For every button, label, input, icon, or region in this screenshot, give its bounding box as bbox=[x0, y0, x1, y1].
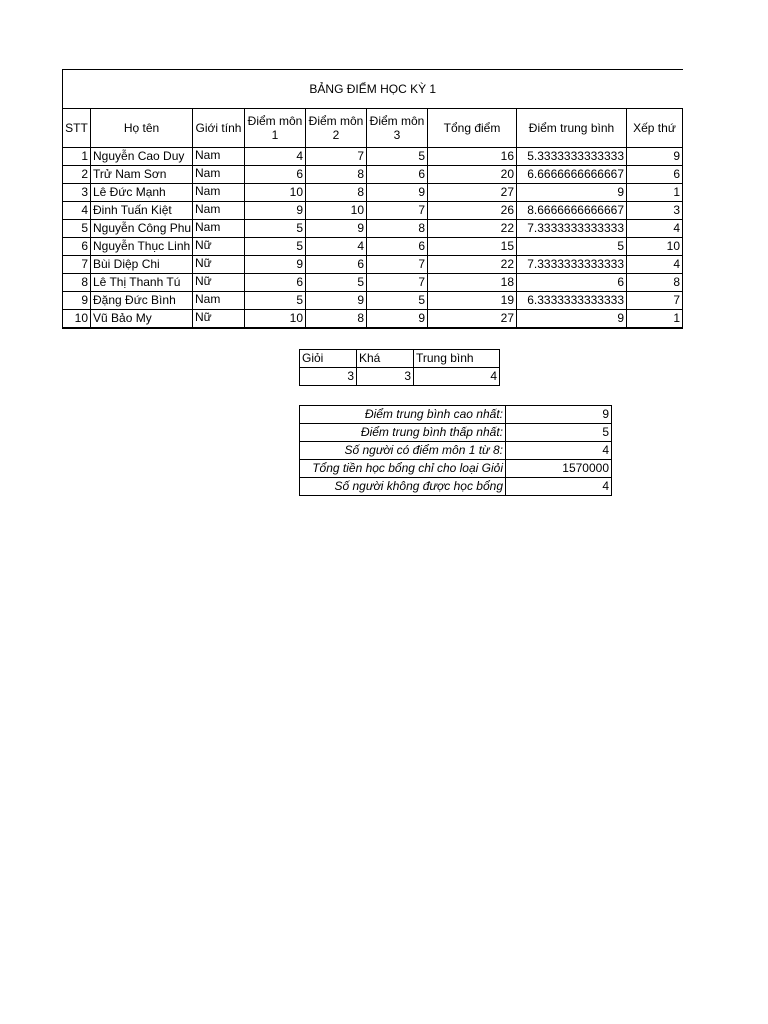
cell-stt[interactable]: 3 bbox=[63, 184, 91, 202]
cell-total[interactable]: 18 bbox=[428, 274, 517, 292]
cell-stt[interactable]: 4 bbox=[63, 202, 91, 220]
cell-stt[interactable]: 5 bbox=[63, 220, 91, 238]
header-total[interactable]: Tổng điểm bbox=[428, 109, 517, 148]
header-average[interactable]: Điểm trung bình bbox=[517, 109, 627, 148]
cell-total[interactable]: 27 bbox=[428, 184, 517, 202]
cell-name[interactable]: Lê Đức Mạnh bbox=[91, 184, 193, 202]
stat-value[interactable]: 9 bbox=[506, 406, 612, 424]
cell-gender[interactable]: Nam bbox=[193, 292, 245, 310]
cell-score-3[interactable]: 7 bbox=[367, 202, 428, 220]
header-score-2[interactable]: Điểm môn 2 bbox=[306, 109, 367, 148]
cell-average[interactable]: 9 bbox=[517, 184, 627, 202]
class-count-average[interactable]: 4 bbox=[414, 368, 500, 386]
table-row bbox=[63, 274, 683, 292]
cell-rank[interactable]: 1 bbox=[627, 310, 683, 329]
cell-rank[interactable]: 7 bbox=[627, 292, 683, 310]
cell-score-1[interactable]: 6 bbox=[245, 274, 306, 292]
cell-score-3[interactable]: 8 bbox=[367, 220, 428, 238]
stat-label[interactable]: Tổng tiền học bổng chỉ cho loại Giỏi bbox=[300, 460, 506, 478]
cell-score-1[interactable]: 10 bbox=[245, 310, 306, 329]
cell-rank[interactable]: 6 bbox=[627, 166, 683, 184]
table-row bbox=[63, 238, 683, 256]
cell-stt[interactable]: 6 bbox=[63, 238, 91, 256]
class-label-good[interactable]: Giỏi bbox=[300, 350, 357, 368]
cell-score-2[interactable]: 5 bbox=[306, 274, 367, 292]
cell-score-1[interactable]: 5 bbox=[245, 238, 306, 256]
cell-score-1[interactable]: 4 bbox=[245, 148, 306, 166]
class-count-good[interactable]: 3 bbox=[300, 368, 357, 386]
cell-name[interactable]: Nguyễn Thục Linh bbox=[91, 238, 193, 256]
cell-name[interactable]: Nguyễn Công Phu bbox=[91, 220, 193, 238]
cell-gender[interactable]: Nữ bbox=[193, 274, 245, 292]
header-gender[interactable]: Giới tính bbox=[193, 109, 245, 148]
cell-total[interactable]: 22 bbox=[428, 220, 517, 238]
table-row bbox=[63, 292, 683, 310]
cell-score-3[interactable]: 6 bbox=[367, 166, 428, 184]
cell-total[interactable]: 22 bbox=[428, 256, 517, 274]
cell-score-2[interactable]: 10 bbox=[306, 202, 367, 220]
cell-score-1[interactable]: 9 bbox=[245, 256, 306, 274]
cell-score-2[interactable]: 9 bbox=[306, 292, 367, 310]
table-row bbox=[63, 256, 683, 274]
header-stt[interactable]: STT bbox=[63, 109, 91, 148]
cell-name[interactable]: Đinh Tuấn Kiệt bbox=[91, 202, 193, 220]
cell-score-3[interactable]: 6 bbox=[367, 238, 428, 256]
cell-average[interactable]: 5.3333333333333 bbox=[517, 148, 627, 166]
cell-score-2[interactable]: 6 bbox=[306, 256, 367, 274]
statistics-table bbox=[299, 405, 612, 496]
table-row bbox=[63, 166, 683, 184]
cell-total[interactable]: 20 bbox=[428, 166, 517, 184]
cell-gender[interactable]: Nam bbox=[193, 202, 245, 220]
cell-stt[interactable]: 9 bbox=[63, 292, 91, 310]
cell-score-1[interactable]: 9 bbox=[245, 202, 306, 220]
cell-gender[interactable]: Nam bbox=[193, 148, 245, 166]
classification-table bbox=[299, 349, 500, 386]
cell-name[interactable]: Bùi Diệp Chi bbox=[91, 256, 193, 274]
cell-total[interactable]: 16 bbox=[428, 148, 517, 166]
cell-gender[interactable]: Nam bbox=[193, 184, 245, 202]
stat-label[interactable]: Điểm trung bình cao nhất: bbox=[300, 406, 506, 424]
cell-score-1[interactable]: 5 bbox=[245, 220, 306, 238]
cell-rank[interactable]: 1 bbox=[627, 184, 683, 202]
stat-value[interactable]: 4 bbox=[506, 478, 612, 496]
cell-stt[interactable]: 1 bbox=[63, 148, 91, 166]
cell-score-3[interactable]: 9 bbox=[367, 310, 428, 329]
header-score-1[interactable]: Điểm môn 1 bbox=[245, 109, 306, 148]
cell-score-1[interactable]: 6 bbox=[245, 166, 306, 184]
cell-total[interactable]: 19 bbox=[428, 292, 517, 310]
cell-name[interactable]: Trử Nam Sơn bbox=[91, 166, 193, 184]
class-count-fair[interactable]: 3 bbox=[357, 368, 414, 386]
cell-average[interactable]: 7.3333333333333 bbox=[517, 220, 627, 238]
cell-name[interactable]: Vũ Bảo My bbox=[91, 310, 193, 329]
grade-table bbox=[62, 69, 683, 329]
cell-score-3[interactable]: 5 bbox=[367, 292, 428, 310]
cell-total[interactable]: 15 bbox=[428, 238, 517, 256]
cell-score-2[interactable]: 4 bbox=[306, 238, 367, 256]
cell-score-3[interactable]: 7 bbox=[367, 256, 428, 274]
cell-average[interactable]: 7.3333333333333 bbox=[517, 256, 627, 274]
cell-rank[interactable]: 4 bbox=[627, 256, 683, 274]
header-row bbox=[63, 109, 683, 148]
cell-score-3[interactable]: 7 bbox=[367, 274, 428, 292]
table-row bbox=[63, 310, 683, 329]
cell-gender[interactable]: Nữ bbox=[193, 310, 245, 329]
cell-score-1[interactable]: 10 bbox=[245, 184, 306, 202]
cell-score-2[interactable]: 8 bbox=[306, 310, 367, 329]
stat-label[interactable]: Điểm trung bình thấp nhất: bbox=[300, 424, 506, 442]
table-row bbox=[63, 148, 683, 166]
cell-gender[interactable]: Nữ bbox=[193, 256, 245, 274]
table-row bbox=[63, 202, 683, 220]
stat-value[interactable]: 5 bbox=[506, 424, 612, 442]
cell-score-1[interactable]: 5 bbox=[245, 292, 306, 310]
cell-rank[interactable]: 8 bbox=[627, 274, 683, 292]
header-score-3[interactable]: Điểm môn 3 bbox=[367, 109, 428, 148]
class-label-fair[interactable]: Khá bbox=[357, 350, 414, 368]
header-name[interactable]: Họ tên bbox=[91, 109, 193, 148]
cell-score-2[interactable]: 9 bbox=[306, 220, 367, 238]
cell-name[interactable]: Đặng Đức Bình bbox=[91, 292, 193, 310]
cell-score-3[interactable]: 9 bbox=[367, 184, 428, 202]
cell-average[interactable]: 5 bbox=[517, 238, 627, 256]
cell-rank[interactable]: 4 bbox=[627, 220, 683, 238]
cell-gender[interactable]: Nam bbox=[193, 166, 245, 184]
table-row bbox=[63, 220, 683, 238]
cell-name[interactable]: Nguyễn Cao Duy bbox=[91, 148, 193, 166]
cell-rank[interactable]: 10 bbox=[627, 238, 683, 256]
cell-score-3[interactable]: 5 bbox=[367, 148, 428, 166]
cell-stt[interactable]: 10 bbox=[63, 310, 91, 329]
stat-label[interactable]: Số người không được học bổng bbox=[300, 478, 506, 496]
header-rank[interactable]: Xếp thứ bbox=[627, 109, 683, 148]
cell-rank[interactable]: 9 bbox=[627, 148, 683, 166]
cell-score-2[interactable]: 8 bbox=[306, 166, 367, 184]
cell-total[interactable]: 27 bbox=[428, 310, 517, 329]
cell-gender[interactable]: Nam bbox=[193, 220, 245, 238]
stat-value[interactable]: 4 bbox=[506, 442, 612, 460]
cell-average[interactable]: 9 bbox=[517, 310, 627, 329]
cell-average[interactable]: 6.6666666666667 bbox=[517, 166, 627, 184]
cell-average[interactable]: 6.3333333333333 bbox=[517, 292, 627, 310]
grade-sheet bbox=[62, 69, 680, 329]
table-title[interactable]: BẢNG ĐIỂM HỌC KỲ 1 bbox=[63, 70, 683, 109]
stat-value[interactable]: 1570000 bbox=[506, 460, 612, 478]
cell-gender[interactable]: Nữ bbox=[193, 238, 245, 256]
cell-stt[interactable]: 2 bbox=[63, 166, 91, 184]
table-row bbox=[63, 184, 683, 202]
cell-average[interactable]: 8.6666666666667 bbox=[517, 202, 627, 220]
cell-average[interactable]: 6 bbox=[517, 274, 627, 292]
cell-name[interactable]: Lê Thị Thanh Tú bbox=[91, 274, 193, 292]
stat-label[interactable]: Số người có điểm môn 1 từ 8: bbox=[300, 442, 506, 460]
cell-stt[interactable]: 8 bbox=[63, 274, 91, 292]
cell-score-2[interactable]: 7 bbox=[306, 148, 367, 166]
cell-stt[interactable]: 7 bbox=[63, 256, 91, 274]
cell-score-2[interactable]: 8 bbox=[306, 184, 367, 202]
cell-rank[interactable]: 3 bbox=[627, 202, 683, 220]
class-label-average[interactable]: Trung bình bbox=[414, 350, 500, 368]
cell-total[interactable]: 26 bbox=[428, 202, 517, 220]
